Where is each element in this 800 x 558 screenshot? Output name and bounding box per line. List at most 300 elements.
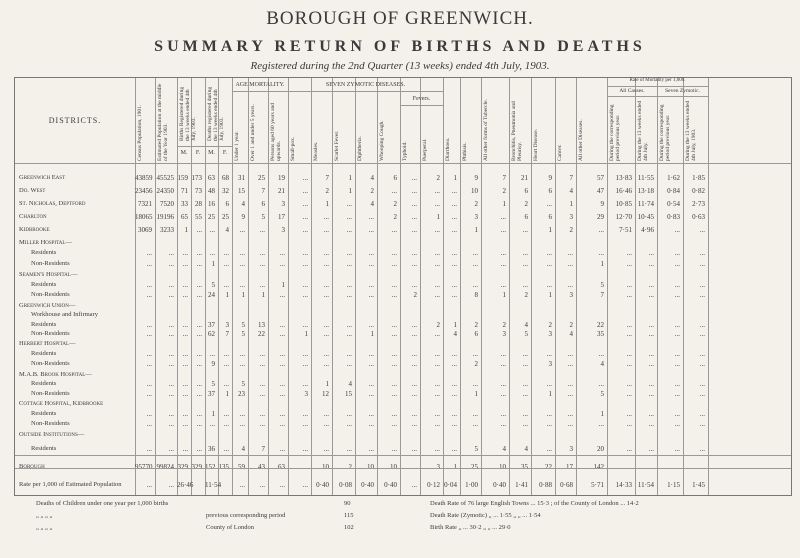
table-cell: 2 [393,200,397,208]
table-cell: ... [411,360,417,368]
table-cell: 1 [348,187,352,195]
table-cell: 0·84 [667,187,680,195]
table-cell: ... [279,360,285,368]
table-cell: ... [500,249,506,257]
table-cell: 6 [225,200,229,208]
header-typhoid: Typhoid. [402,141,408,161]
table-cell: 0·40 [316,481,329,489]
table-cell: 1 [241,291,245,299]
table-cell: ... [699,360,705,368]
header-over60: Persons aged 60 years and upwards. [270,102,282,161]
header-under1: Under 1 year. [234,131,240,161]
table-cell: ... [522,380,528,388]
rate-sub-line [607,96,708,97]
footnote-previous-period: previous corresponding period [206,512,286,519]
table-cell: 1 [474,226,478,234]
table-cell: ... [648,380,654,388]
table-cell: ... [500,226,506,234]
table-cell: 1·62 [667,174,680,182]
total-divider [15,468,791,469]
table-cell: ... [146,330,152,338]
table-cell: ... [259,350,265,358]
table-cell: ... [451,281,457,289]
row-label: Non-Residents [31,420,70,427]
table-cell: 6 [261,200,265,208]
header-cancer: Cancer. [557,144,563,161]
table-cell: 4 [370,174,374,182]
table-cell: 20 [597,445,604,453]
table-cell: ... [196,291,202,299]
table-cell: ... [674,410,680,418]
seven-zymotic-header: Seven Zymotic. [665,88,700,94]
table-cell: 5 [474,445,478,453]
header-f-3: F. [222,150,228,156]
header-scarlet: Scarlet Fever. [334,130,340,161]
table-cell: ... [626,281,632,289]
table-cell: 173 [191,174,202,182]
table-cell: ... [168,330,174,338]
table-cell: ... [346,360,352,368]
table-cell: ... [168,390,174,398]
table-cell: ... [626,420,632,428]
table-cell: ... [302,174,308,182]
table-cell: ... [411,330,417,338]
table-cell: ... [323,420,329,428]
table-cell: 5·71 [591,481,604,489]
table-cell: 2 [348,463,352,471]
table-cell: ... [674,350,680,358]
header-rate_c: During the corresponding period previous year. [659,104,671,161]
header-m-0: M. [180,150,188,156]
table-cell: ... [223,260,229,268]
table-cell: 1·85 [692,174,705,182]
table-cell: ... [368,321,374,329]
table-cell: 0·08 [339,481,352,489]
table-cell: ... [259,481,265,489]
table-cell: 22 [597,321,604,329]
table-cell: 2 [569,226,573,234]
table-cell: ... [434,445,440,453]
table-cell: ... [411,350,417,358]
table-cell: ... [434,420,440,428]
table-cell: ... [259,410,265,418]
table-cell: ... [259,360,265,368]
table-cell: ... [699,380,705,388]
table-cell: ... [279,260,285,268]
table-cell: 3 [548,330,552,338]
table-cell: ... [451,360,457,368]
table-cell: ... [279,330,285,338]
table-cell: 2 [548,321,552,329]
row-label: Residents [31,249,57,256]
table-cell: 5 [261,213,265,221]
table-cell: ... [239,360,245,368]
table-cell: ... [699,260,705,268]
table-cell: ... [451,445,457,453]
table-cell: ... [411,380,417,388]
table-cell: ... [699,445,705,453]
table-cell: 31 [238,174,245,182]
table-cell: 15 [345,390,352,398]
table-cell: 0·83 [667,213,680,221]
table-cell: ... [391,360,397,368]
table-cell: ... [567,249,573,257]
table-cell: 1 [548,291,552,299]
table-cell: 10·85 [615,200,632,208]
rate-header: Rate of Mortality per 1,000. [629,78,686,83]
table-cell: 17 [278,213,285,221]
table-cell: ... [259,390,265,398]
table-cell: 6 [524,213,528,221]
table-cell: 10 [367,463,374,471]
table-cell: 3 [569,445,573,453]
table-cell: 1 [474,390,478,398]
table-cell: ... [500,360,506,368]
table-cell: ... [323,281,329,289]
row-label: Greenwich Union— [19,302,76,309]
table-cell: ... [648,445,654,453]
fevers-group-line [400,105,443,106]
table-cell: ... [196,226,202,234]
table-cell: ... [500,281,506,289]
table-cell: 2·73 [692,200,705,208]
table-cell: 15 [238,187,245,195]
table-cell: ... [626,463,632,471]
table-cell: ... [209,226,215,234]
table-cell: ... [279,481,285,489]
table-cell: ... [346,213,352,221]
header-measles: Measles. [313,141,319,161]
header-m-2: M. [208,150,215,156]
table-cell: ... [567,350,573,358]
header-births: Births Registered during the 13 weeks ended 4th July, 1903. [179,86,197,141]
row-label: Cottage Hospital, Kidbrooke [19,400,104,407]
table-cell: 1 [225,291,229,299]
table-cell: 3 [502,330,506,338]
table-cell: ... [239,410,245,418]
footnote-county-london-value: 102 [344,524,354,531]
table-cell: ... [182,350,188,358]
table-cell: ... [546,410,552,418]
table-cell: ... [346,420,352,428]
row-label: Residents [31,350,57,357]
table-cell: 12·70 [615,213,632,221]
table-cell: ... [196,330,202,338]
table-cell: ... [182,390,188,398]
table-cell: ... [168,360,174,368]
table-cell: ... [368,226,374,234]
table-cell: ... [411,281,417,289]
table-cell: 7 [261,445,265,453]
table-cell: 95770 [135,463,153,471]
table-cell: 10 [390,463,397,471]
table-cell: ... [674,226,680,234]
row-label: Seamen's Hospital— [19,271,78,278]
table-cell: 9 [474,174,478,182]
table-cell: 47 [597,187,604,195]
table-cell: ... [368,390,374,398]
table-cell: 65 [181,213,188,221]
table-cell: ... [411,321,417,329]
table-cell: ... [451,420,457,428]
table-cell: ... [411,420,417,428]
table-cell: ... [346,260,352,268]
table-cell: ... [648,281,654,289]
table-cell: 159 [177,174,188,182]
table-cell: 13 [258,321,265,329]
table-cell: ... [434,360,440,368]
row-label: Residents [31,281,57,288]
table-cell: ... [411,463,417,471]
table-cell: 25 [208,213,215,221]
table-cell: ... [239,226,245,234]
table-cell: ... [146,481,152,489]
table-cell: ... [648,390,654,398]
table-cell: 2 [370,187,374,195]
table-cell: ... [567,380,573,388]
table-cell: 35 [521,463,528,471]
table-cell: ... [302,226,308,234]
table-cell: 8 [474,291,478,299]
table-cell: 3 [569,291,573,299]
table-cell: ... [239,281,245,289]
table-cell: ... [223,360,229,368]
row-label: Charlton [19,213,47,220]
table-cell: ... [182,330,188,338]
table-cell: ... [168,410,174,418]
table-cell: ... [546,249,552,257]
table-cell: 43859 [135,174,153,182]
footnote-previous-period-value: 115 [344,512,354,519]
table-cell: 3 [225,321,229,329]
table-cell: 99824 [156,463,174,471]
table-cell: ... [182,360,188,368]
row-label: Residents [31,321,57,328]
table-cell: ... [472,350,478,358]
table-cell: ... [391,330,397,338]
table-cell: 6 [548,187,552,195]
table-cell: ... [368,350,374,358]
table-cell: 6 [393,174,397,182]
table-cell: ... [451,200,457,208]
table-cell: ... [259,260,265,268]
row-label: Miller Hospital— [19,239,72,246]
table-cell: 25 [222,213,229,221]
table-cell: ... [598,226,604,234]
table-cell: ... [699,330,705,338]
table-cell: ... [168,481,174,489]
row-label: Borough [19,463,45,470]
table-cell: 10 [471,187,478,195]
table-cell: ... [598,380,604,388]
table-cell: 11·74 [637,200,654,208]
table-cell: ... [626,410,632,418]
table-cell: 5 [241,330,245,338]
table-cell: 25 [258,174,265,182]
table-cell: 4 [569,187,573,195]
table-cell: ... [146,249,152,257]
table-cell: ... [500,350,506,358]
table-cell: ... [346,291,352,299]
table-cell: 1 [370,330,374,338]
table-cell: ... [567,390,573,398]
table-cell: 5 [211,281,215,289]
table-cell: ... [368,380,374,388]
table-cell: ... [699,350,705,358]
table-cell: ... [451,260,457,268]
table-cell: ... [302,380,308,388]
table-cell: 4 [524,321,528,329]
table-cell: 68 [222,174,229,182]
table-cell: ... [391,380,397,388]
table-cell: 1 [548,390,552,398]
table-cell: ... [182,420,188,428]
header-other_tubercular: All other forms of Tubercle. [483,99,489,161]
table-cell: 37 [208,390,215,398]
table-cell: ... [626,260,632,268]
table-cell: ... [567,260,573,268]
table-cell: 11·55 [637,174,654,182]
table-cell: ... [648,330,654,338]
table-cell: 22 [545,463,552,471]
table-cell: ... [323,249,329,257]
table-cell: ... [546,260,552,268]
table-cell: 28 [195,200,202,208]
table-cell: ... [434,390,440,398]
table-cell: ... [391,281,397,289]
table-cell: 1·41 [515,481,528,489]
table-cell: ... [146,350,152,358]
table-cell: 19196 [156,213,174,221]
header-census: Census Population, 1901. [137,104,143,161]
table-cell: ... [196,249,202,257]
table-cell: 3 [304,390,308,398]
table-cell: ... [209,350,215,358]
table-cell: ... [182,321,188,329]
table-cell: ... [259,420,265,428]
footnote-county-london: County of London [206,524,255,531]
table-cell: ... [434,380,440,388]
table-cell: ... [302,200,308,208]
table-cell: ... [674,330,680,338]
table-cell: ... [302,249,308,257]
table-cell: 11·54 [637,481,654,489]
table-cell: ... [182,249,188,257]
table-cell: 2 [325,187,329,195]
footnote-infant-deaths: Deaths of Children under one year per 1,000 births [36,500,169,507]
table-cell: ... [302,260,308,268]
table-cell: ... [391,445,397,453]
table-cell: 0·54 [667,200,680,208]
table-cell: 152 [205,463,216,471]
table-cell: ... [451,390,457,398]
table-cell: 3 [569,213,573,221]
table-cell: ... [196,360,202,368]
row-label: Greenwich East [19,174,66,181]
table-cell: 3 [474,213,478,221]
table-cell: ... [168,445,174,453]
table-cell: ... [472,281,478,289]
table-cell: ... [279,380,285,388]
header-diphtheria: Diphtheria. [357,136,363,161]
table-cell: ... [451,350,457,358]
table-cell: 2 [393,213,397,221]
table-cell: ... [522,360,528,368]
table-cell: 0·40 [384,481,397,489]
table-cell: ... [146,420,152,428]
row-label: Kidbrooke [19,226,50,233]
table-cell: ... [323,321,329,329]
row-label: Non-Residents [31,390,70,397]
table-cell: ... [522,410,528,418]
fevers-header: Fevers. [412,96,431,102]
table-cell: 32 [222,187,229,195]
footnote-infant-deaths-value: 90 [344,500,351,507]
table-cell: ... [391,420,397,428]
table-cell: ... [196,445,202,453]
mf-line [177,146,232,147]
table-cell: ... [346,226,352,234]
table-cell: 9 [548,174,552,182]
table-cell: 4 [241,200,245,208]
table-cell: ... [323,226,329,234]
table-cell: ... [368,281,374,289]
table-cell: 6 [474,330,478,338]
table-cell: ... [500,420,506,428]
table-cell: ... [259,281,265,289]
header-other: All other Diseases. [578,119,584,161]
table-cell: ... [500,213,506,221]
table-cell: ... [626,360,632,368]
table-cell: ... [146,445,152,453]
table-cell: ... [209,249,215,257]
table-cell: 4 [370,200,374,208]
table-cell: 7 [325,174,329,182]
table-cell: 2 [436,174,440,182]
table-cell: ... [279,410,285,418]
table-cell: ... [472,249,478,257]
report-title: SUMMARY RETURN OF BIRTHS AND DEATHS [154,38,646,55]
table-cell: ... [522,281,528,289]
header-diarrhoea: Diarrhoea. [445,137,451,161]
table-cell: 35 [597,330,604,338]
table-cell: ... [699,281,705,289]
row-label: Residents [31,445,57,452]
table-cell: 33 [181,200,188,208]
table-cell: ... [302,420,308,428]
table-cell: ... [196,281,202,289]
table-cell: ... [546,380,552,388]
table-cell: ... [196,410,202,418]
table-cell: ... [146,380,152,388]
table-cell: ... [648,321,654,329]
table-cell: 7 [600,291,604,299]
table-cell: ... [302,321,308,329]
table-cell: ... [223,410,229,418]
table-cell: ... [368,260,374,268]
table-cell: 1 [453,463,457,471]
footnote-ditto-1: „ „ „ „ [36,512,53,519]
table-cell: ... [546,350,552,358]
table-cell: ... [368,420,374,428]
table-cell: ... [648,420,654,428]
table-cell: ... [451,249,457,257]
table-cell: 13·83 [615,174,632,182]
table-cell: ... [434,330,440,338]
table-cell: ... [391,187,397,195]
table-cell: ... [626,445,632,453]
table-cell: ... [368,445,374,453]
